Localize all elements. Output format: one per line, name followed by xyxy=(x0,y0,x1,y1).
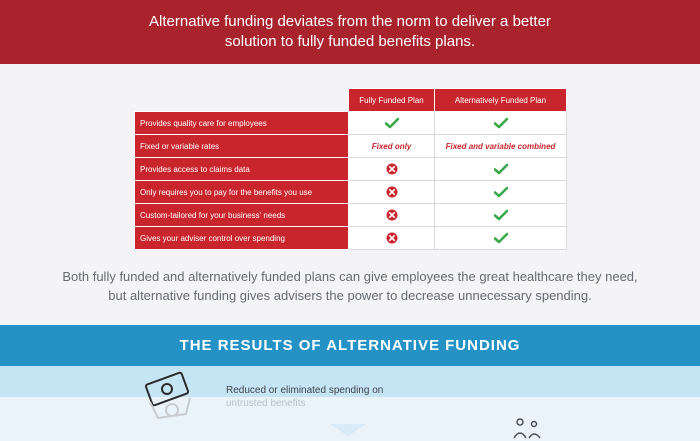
money-icon xyxy=(140,368,198,426)
alt-funded-cell xyxy=(435,181,567,204)
results-title-bar xyxy=(0,325,700,366)
result-item-1-line-1: Reduced or eliminated spending on xyxy=(226,385,384,396)
down-arrow-shape xyxy=(330,424,366,436)
summary-text xyxy=(30,267,670,305)
check-icon xyxy=(494,232,508,244)
fully-funded-cell xyxy=(349,135,435,158)
table-header-row xyxy=(135,89,567,112)
fully-funded-cell xyxy=(349,112,435,135)
table-row xyxy=(135,181,567,204)
summary-line-1: Both fully funded and alternatively funded plans can give employees the great healthcare they need, xyxy=(62,269,638,284)
alt-funded-cell xyxy=(435,135,567,158)
comparison-table xyxy=(134,88,567,250)
feature-label: Provides quality care for employees xyxy=(135,112,349,135)
fully-text: Fixed only xyxy=(371,141,412,151)
table-row xyxy=(135,204,567,227)
header-alt-funded: Alternatively Funded Plan xyxy=(435,89,567,112)
table-row xyxy=(135,135,567,158)
summary-line-2: but alternative funding gives advisers the power to decrease unnecessary spending. xyxy=(108,288,592,303)
check-icon xyxy=(494,209,508,221)
feature-label: Only requires you to pay for the benefits you use xyxy=(135,181,349,204)
people-icon xyxy=(510,416,546,441)
check-icon xyxy=(494,117,508,129)
table-row xyxy=(135,227,567,250)
feature-label: Custom-tailored for your business' needs xyxy=(135,204,349,227)
fully-funded-cell xyxy=(349,204,435,227)
feature-label: Fixed or variable rates xyxy=(135,135,349,158)
alt-funded-cell xyxy=(435,204,567,227)
check-icon xyxy=(494,163,508,175)
fully-funded-cell xyxy=(349,181,435,204)
feature-label: Gives your adviser control over spending xyxy=(135,227,349,250)
banner-line-1: Alternative funding deviates from the norm to deliver a better xyxy=(149,13,551,30)
header-blank xyxy=(135,89,349,112)
check-icon xyxy=(385,117,399,129)
alt-funded-cell xyxy=(435,227,567,250)
table-row xyxy=(135,158,567,181)
result-item-1-line-2: untrusted benefits xyxy=(226,398,306,409)
fully-funded-cell xyxy=(349,227,435,250)
fully-funded-cell xyxy=(349,158,435,181)
result-item-1 xyxy=(226,384,383,410)
x-circle-icon xyxy=(386,186,398,198)
table-row xyxy=(135,112,567,135)
x-circle-icon xyxy=(386,163,398,175)
alt-funded-cell xyxy=(435,158,567,181)
feature-label: Provides access to claims data xyxy=(135,158,349,181)
x-circle-icon xyxy=(386,209,398,221)
check-icon xyxy=(494,186,508,198)
top-banner xyxy=(0,0,700,64)
banner-line-2: solution to fully funded benefits plans. xyxy=(224,33,476,50)
x-circle-icon xyxy=(386,232,398,244)
header-fully-funded: Fully Funded Plan xyxy=(349,89,435,112)
results-title: THE RESULTS OF ALTERNATIVE FUNDING xyxy=(179,337,521,354)
alt-funded-cell xyxy=(435,112,567,135)
alt-text: Fixed and variable combined xyxy=(445,141,556,151)
